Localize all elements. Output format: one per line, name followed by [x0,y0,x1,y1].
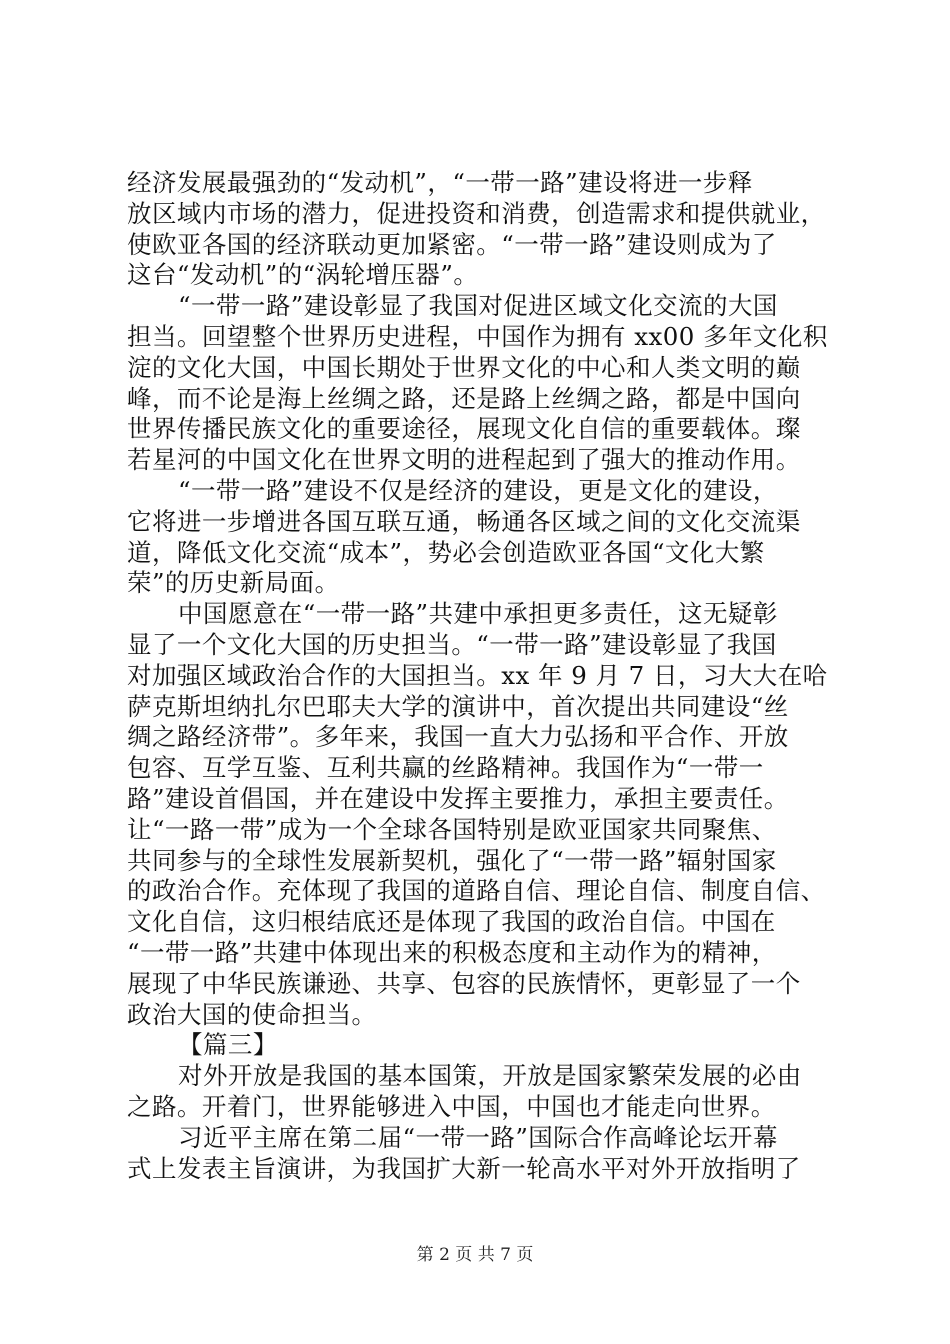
text-line: 道，降低文化交流“成本”，势必会创造欧亚各国“文化大繁 [127,537,765,567]
text-line: 之路。开着门，世界能够进入中国，中国也才能走向世界。 [127,1091,776,1121]
text-line: 担当。回望整个世界历史进程，中国作为拥有 xx00 多年文化积 [127,321,828,351]
text-line: 包容、互学互鉴、互利共赢的丝路精神。我国作为“一带一 [127,753,764,783]
text-line: 使欧亚各国的经济联动更加紧密。“一带一路”建设则成为了 [127,229,777,259]
text-line: 对外开放是我国的基本国策，开放是国家繁荣发展的必由 [178,1061,802,1091]
text-line: 放区域内市场的潜力，促进投资和消费，创造需求和提供就业， [127,198,826,228]
text-line: “一带一路”共建中体现出来的积极态度和主动作为的精神， [127,937,777,967]
text-line: “一带一路”建设彰显了我国对促进区域文化交流的大国 [178,291,778,321]
text-line: 共同参与的全球性发展新契机，强化了“一带一路”辐射国家 [127,845,777,875]
text-line: 绸之路经济带”。多年来，我国一直大力弘扬和平合作、开放 [127,722,789,752]
text-line: 世界传播民族文化的重要途径，展现文化自信的重要载体。璨 [127,414,801,444]
document-body [127,168,827,1184]
text-line: 对加强区域政治合作的大国担当。xx 年 9 月 7 日，习大大在哈 [127,660,828,690]
text-line: 的政治合作。充体现了我国的道路自信、理论自信、制度自信、 [127,876,826,906]
text-line: 展现了中华民族谦逊、共享、包容的民族情怀，更彰显了一个 [127,968,801,998]
page-footer: 第 2 页 共 7 页 [416,1245,534,1265]
text-line: “一带一路”建设不仅是经济的建设，更是文化的建设， [178,475,778,505]
text-line: 若星河的中国文化在世界文明的进程起到了强大的推动作用。 [127,445,801,475]
text-line: 萨克斯坦纳扎尔巴耶夫大学的演讲中，首次提出共同建设“丝 [127,691,789,721]
text-line: 式上发表主旨演讲，为我国扩大新一轮高水平对外开放指明了 [127,1153,801,1183]
text-line: 政治大国的使命担当。 [127,999,377,1029]
text-line: 它将进一步增进各国互联互通，畅通各区域之间的文化交流渠 [127,506,801,536]
text-line: 荣”的历史新局面。 [127,568,340,598]
text-line: 峰，而不论是海上丝绸之路，还是路上丝绸之路，都是中国向 [127,383,801,413]
text-line: 文化自信，这归根结底还是体现了我国的政治自信。中国在 [127,907,776,937]
text-line: 经济发展最强劲的“发动机”，“一带一路”建设将进一步释 [127,168,753,197]
text-line: 习近平主席在第二届“一带一路”国际合作高峰论坛开幕 [178,1122,778,1152]
text-line: 淀的文化大国，中国长期处于世界文化的中心和人类文明的巅 [127,352,801,382]
text-line: 让“一路一带”成为一个全球各国特别是欧亚国家共同聚焦、 [127,814,777,844]
text-line: 中国愿意在“一带一路”共建中承担更多责任，这无疑彰 [178,599,778,629]
text-line: 路”建设首倡国，并在建设中发挥主要推力，承担主要责任。 [127,783,789,813]
text-line: 这台“发动机”的“涡轮增压器”。 [127,260,479,290]
text-line: 显了一个文化大国的历史担当。“一带一路”建设彰显了我国 [127,629,777,659]
text-line: 【篇三】 [178,1030,278,1060]
